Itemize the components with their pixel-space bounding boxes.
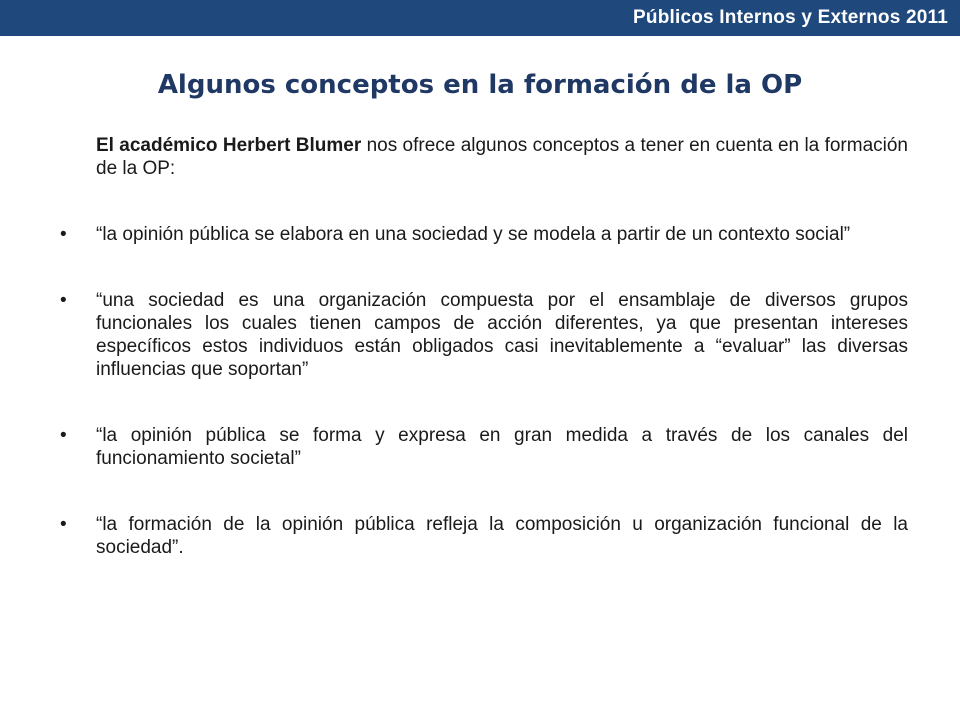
list-item <box>60 424 908 470</box>
slide-title: Algunos conceptos en la formación de la OP <box>157 70 803 100</box>
bullet-icon: • <box>60 425 67 446</box>
list-item <box>60 513 908 559</box>
list-item <box>60 289 908 381</box>
intro-paragraph <box>96 134 908 180</box>
bullet-icon: • <box>60 290 67 311</box>
bullet-text: “la formación de la opinión pública refleja la composición u organización funcional de la sociedad”. <box>96 514 908 558</box>
bullet-text: “la opinión pública se forma y expresa en gran medida a través de los canales del funcionamiento societal” <box>96 425 908 469</box>
header-bar <box>0 0 960 36</box>
bullet-icon: • <box>60 514 67 535</box>
header-title: Públicos Internos y Externos 2011 <box>633 7 948 28</box>
list-item <box>60 223 908 246</box>
bullet-text: “la opinión pública se elabora en una sociedad y se modela a partir de un contexto social” <box>96 224 851 245</box>
bullet-list <box>60 223 908 559</box>
intro-text: nos ofrece algunos conceptos a tener en cuenta en la formación de la OP: <box>96 135 908 179</box>
intro-author-name: El académico Herbert Blumer <box>96 135 362 156</box>
bullet-icon: • <box>60 224 67 245</box>
slide-content <box>60 134 908 602</box>
bullet-text: “una sociedad es una organización compuesta por el ensamblaje de diversos grupos funcionales los cuales tienen campos de acción diferentes, ya que presentan intereses específicos estos individuos están obligados casi inevitablemente a “evaluar” las diversas influencias que soportan” <box>96 290 908 380</box>
